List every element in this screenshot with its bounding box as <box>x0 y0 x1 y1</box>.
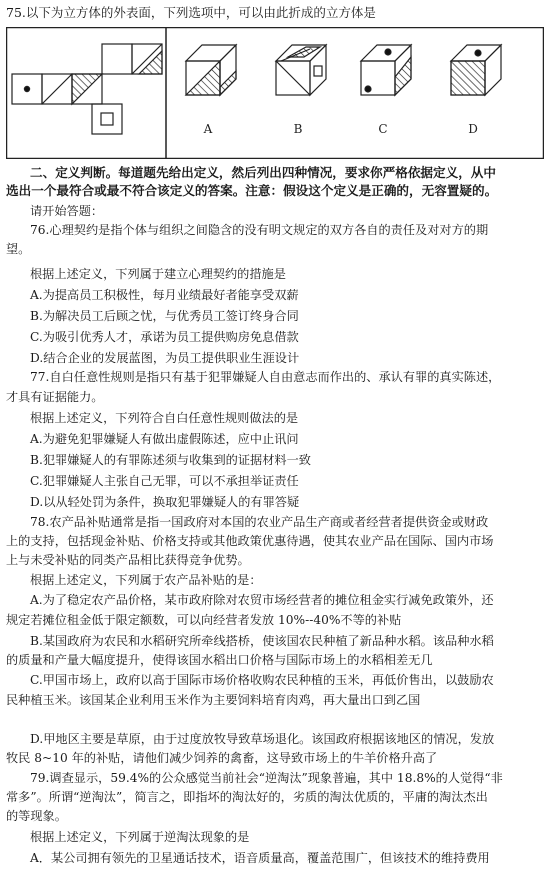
option-d-cube <box>451 45 501 95</box>
option-d-label: D <box>468 122 478 136</box>
q75-figure <box>6 27 544 159</box>
q76-option-a: A.为提高员工积极性，每月业绩最好者能享受双薪 <box>30 288 299 302</box>
start-prompt: 请开始答题： <box>30 204 104 218</box>
q76-option-c: C.为吸引优秀人才，承诺为员工提供购房免息借款 <box>30 330 299 344</box>
q78-prompt: 根据上述定义，下列属于农产品补贴的是： <box>30 573 262 587</box>
q78-option-b-line1: B.某国政府为农民和水稻研究所牵线搭桥，使该国农民种植了新品种水稻。该品种水稻 <box>30 634 494 648</box>
q77-option-a: A.为避免犯罪嫌疑人有做出虚假陈述，应中止讯问 <box>30 432 299 446</box>
q79-option-a: A．某公司拥有领先的卫星通话技术，语音质量高，覆盖范围广，但该技术的维持费用 <box>30 851 490 865</box>
q78-stem-line1: 78.农产品补贴通常是指一国政府对本国的农业产品生产商或者经营者提供资金或财政 <box>30 515 489 529</box>
q78-option-d-line1: D.甲地区主要是草原，由于过度放牧导致草场退化。该国政府根据该地区的情况，发放 <box>30 732 495 746</box>
cube-net <box>12 44 162 134</box>
q77-prompt: 根据上述定义，下列符合自白任意性规则做法的是 <box>30 411 299 425</box>
q76-stem-line1: 76.心理契约是指个体与组织之间隐含的没有明文规定的双方各自的责任及对对方的期 <box>30 223 489 237</box>
q76-prompt: 根据上述定义，下列属于建立心理契约的措施是 <box>30 267 286 281</box>
q78-option-a-line1: A.为了稳定农产品价格，某市政府除对农贸市场经营者的摊位租金实行减免政策外，还 <box>30 593 494 607</box>
q78-option-c-line2: 民种植玉米。该国某企业利用玉米作为主要饲料培育肉鸡，再大量出口到乙国 <box>6 693 421 707</box>
option-a-cube <box>186 45 236 95</box>
q77-stem-line2: 才具有证据能力。 <box>6 390 104 404</box>
q77-option-d: D.以从轻处罚为条件，换取犯罪嫌疑人的有罪答疑 <box>30 495 300 509</box>
q76-option-d: D.结合企业的发展蓝图，为员工提供职业生涯设计 <box>30 351 300 365</box>
q79-prompt: 根据上述定义，下列属于逆淘汰现象的是 <box>30 830 250 844</box>
q77-stem-line1: 77.自白任意性规则是指只有基于犯罪嫌疑人自由意志而作出的、承认有罪的真实陈述， <box>30 370 501 384</box>
net-face-triangle-hatch <box>72 74 102 104</box>
q79-stem-line3: 的等现象。 <box>6 809 67 823</box>
q78-option-a-line2: 规定若摊位租金低于限定额数，可以向经营者发放 10%--40%不等的补贴 <box>6 613 402 627</box>
q77-option-c: C.犯罪嫌疑人主张自己无罪，可以不承担举证责任 <box>30 474 299 488</box>
section-heading-line1: 二、定义判断。每道题先给出定义，然后列出四种情况，要求你严格依据定义，从中 <box>30 165 496 180</box>
q78-stem-line2: 上的支持，包括现金补贴、价格支持或其他政策优惠待遇，使其农业产品在国际、国内市场 <box>6 534 494 548</box>
option-a-label: A <box>203 122 213 136</box>
q75-stem: 75.以下为立方体的外表面，下列选项中，可以由此折成的立方体是 <box>6 5 376 20</box>
section-heading-line2: 选出一个最符合或最不符合该定义的答案。注意：假设这个定义是正确的，无容置疑的。 <box>6 183 498 198</box>
q79-stem-line2: 常多”。所谓“逆淘汰”，简言之，即指坏的淘汰好的，劣质的淘汰优质的，平庸的淘汰杰出 <box>6 790 488 804</box>
q79-stem-line1: 79.调查显示，59.4%的公众感觉当前社会“逆淘汰”现象普遍，其中 18.8%的人觉得“非 <box>30 771 503 785</box>
q78-option-b-line2: 的质量和产量大幅度提升，使得该国水稻出口价格与国际市场上的水稻相差无几 <box>6 653 433 667</box>
option-b-label: B <box>293 122 303 136</box>
q76-stem-line2: 望。 <box>6 242 31 256</box>
net-face-blank <box>102 44 132 74</box>
net-face-square <box>92 104 122 134</box>
option-c-label: C <box>378 122 388 136</box>
q77-option-b: B.犯罪嫌疑人的有罪陈述须与收集到的证据材料一致 <box>30 453 311 467</box>
q78-option-c-line1: C.甲国市场上，政府以高于国际市场价格收购农民种植的玉米，再低价售出，以鼓励农 <box>30 673 494 687</box>
option-c-cube <box>361 45 411 95</box>
q78-option-d-line2: 牧民 8~10 年的补贴，请他们减少饲养的禽畜，这导致市场上的牛羊价格升高了 <box>6 751 438 765</box>
q76-option-b: B.为解决员工后顾之忧，与优秀员工签订终身合同 <box>30 309 299 323</box>
option-b-cube <box>276 45 326 95</box>
q78-stem-line3: 上与未受补贴的同类产品相比获得竞争优势。 <box>6 553 250 567</box>
